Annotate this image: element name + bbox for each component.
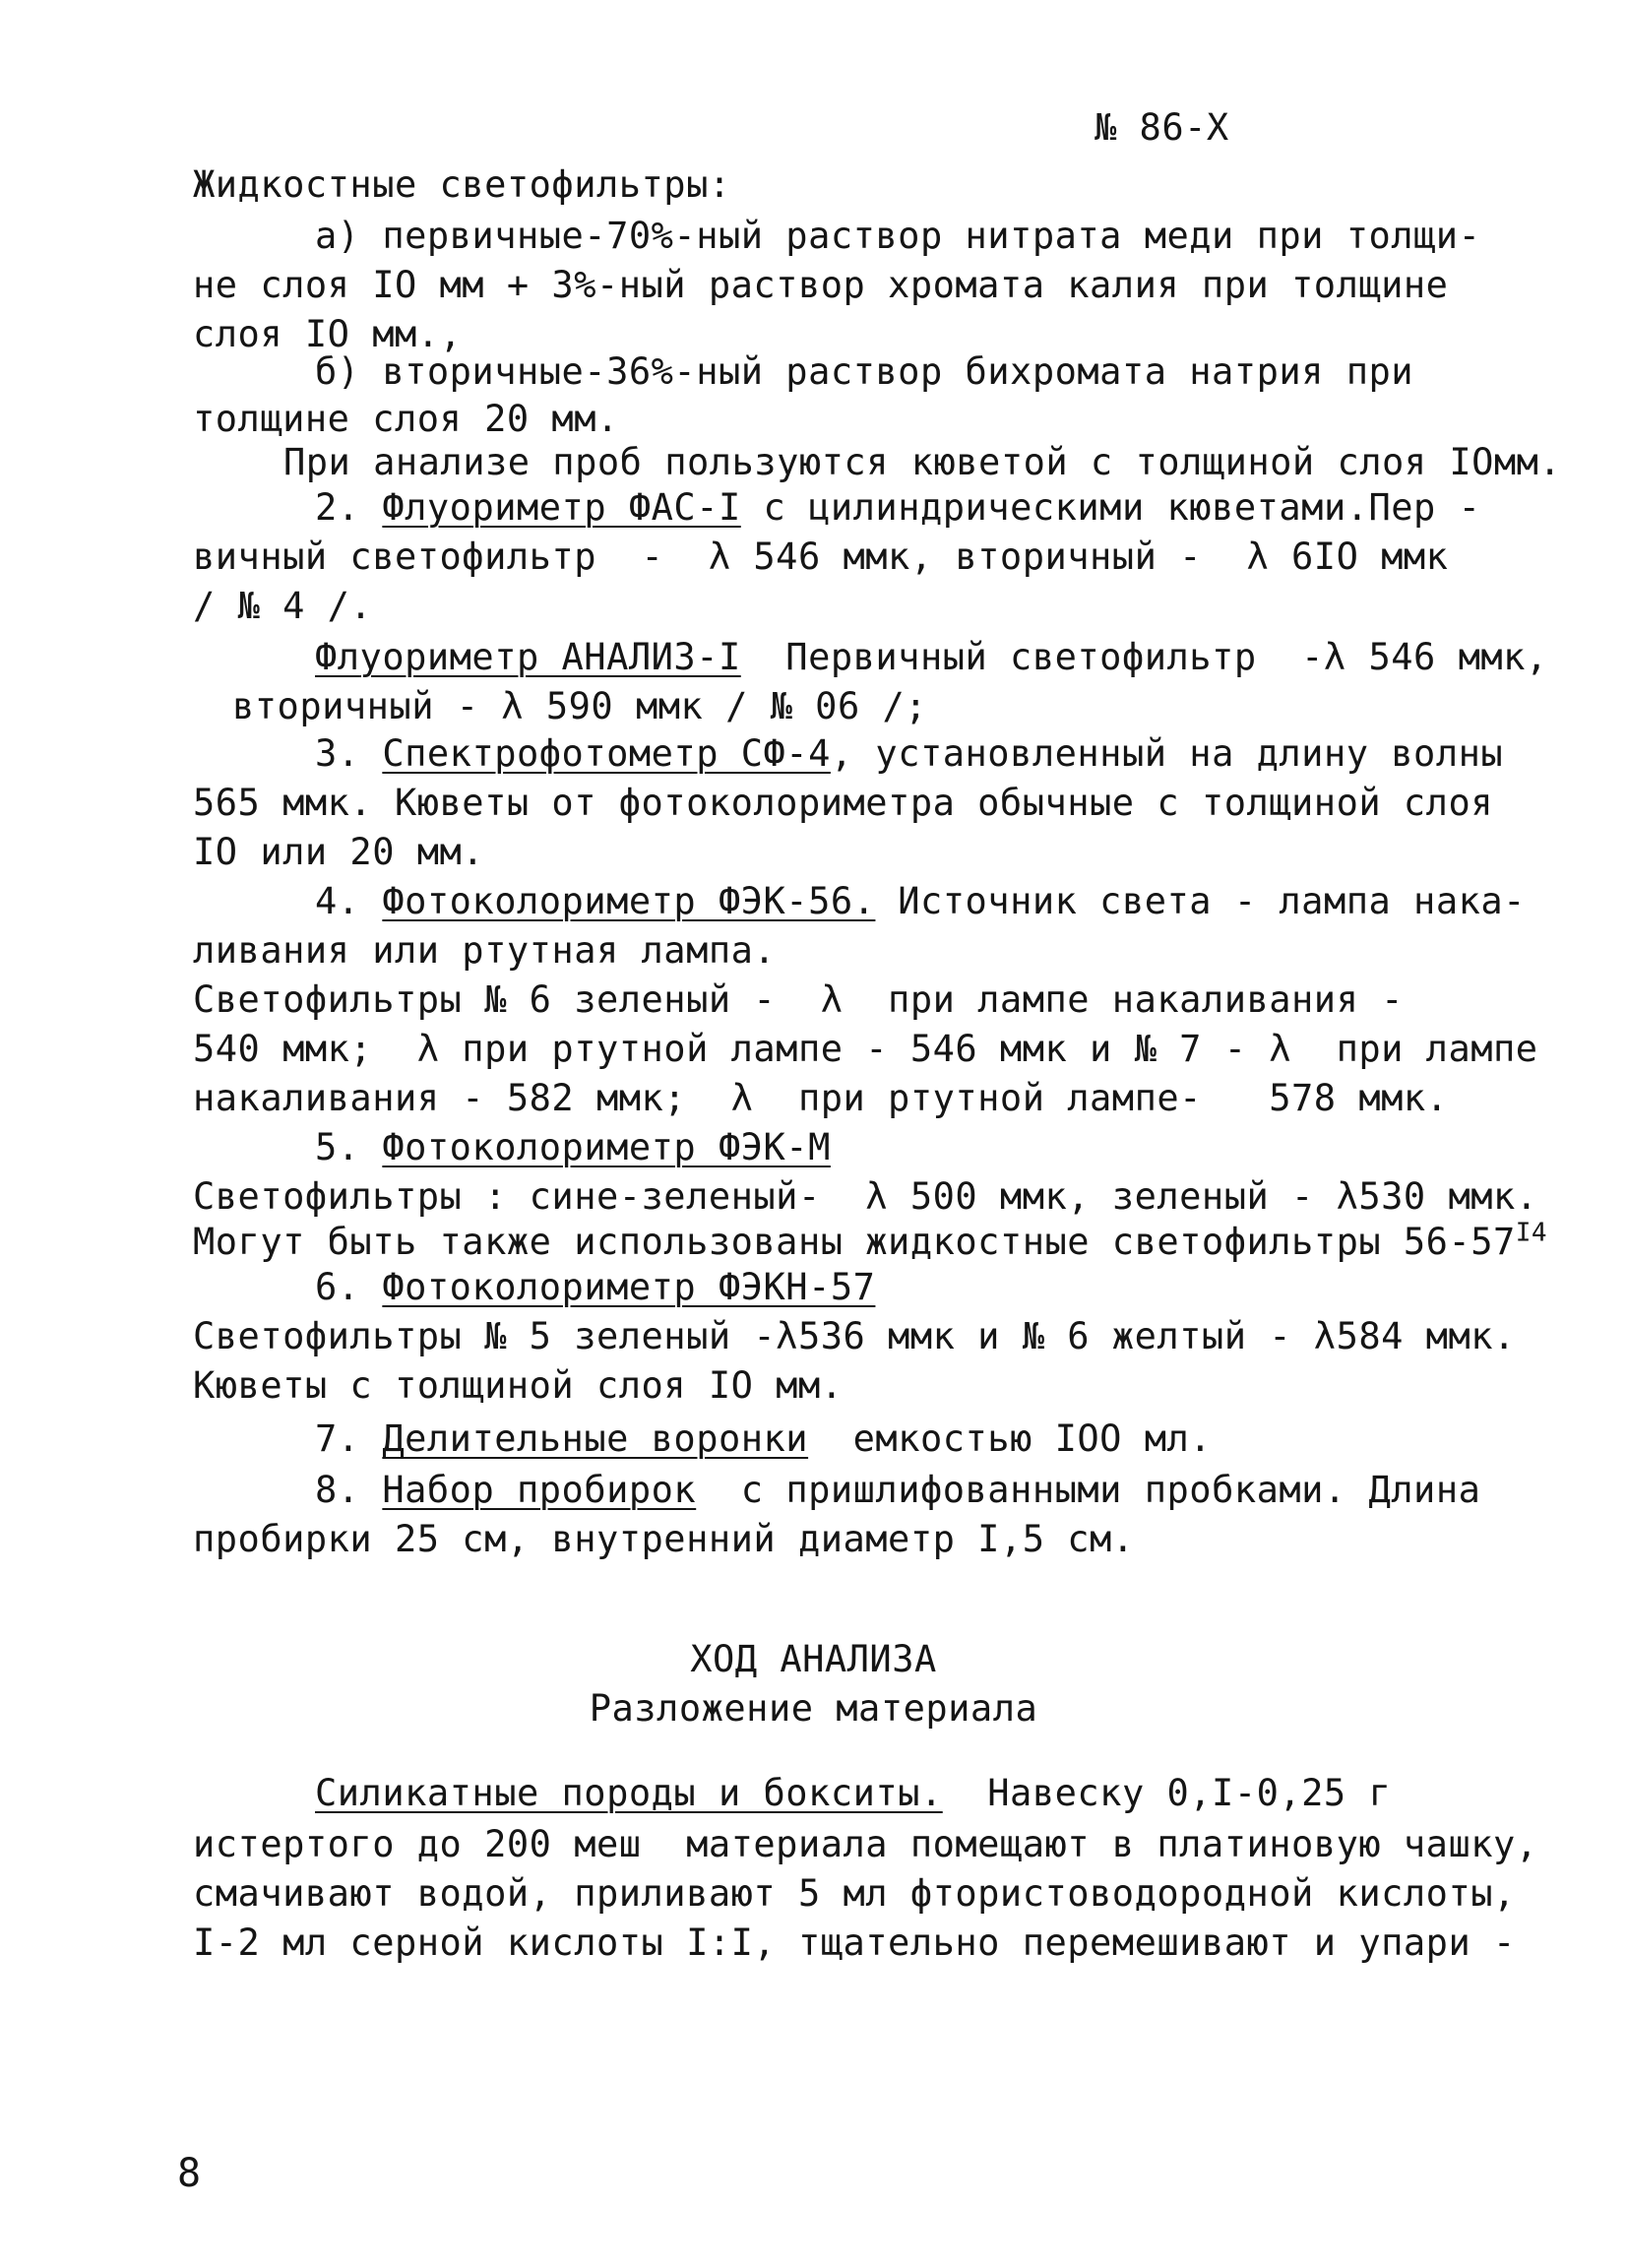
list-item-4 (315, 880, 1526, 923)
list-item-2 (315, 486, 1480, 530)
item-number: 8. (315, 1469, 360, 1511)
text-line: Светофильтры : сине-зеленый- λ 500 ммк, зеленый - λ530 ммк. (193, 1175, 1538, 1218)
item-text: Навеску 0,I-0,25 г (942, 1772, 1392, 1814)
text-line: толщине слоя 20 мм. (193, 398, 619, 440)
text-line: а) первичные-70%-ный раствор нитрата меди при толщи- (315, 215, 1481, 257)
text-line: / № 4 /. (193, 585, 373, 627)
instrument-name: Спектрофотометр СФ-4 (382, 732, 831, 775)
item-text: с цилиндрическими кюветами.Пер - (740, 486, 1481, 529)
item-text: емкостью IOO мл. (808, 1418, 1213, 1460)
text-line: истертого до 200 меш материала помещают в платиновую чашку, (193, 1823, 1538, 1865)
item-text: с пришлифованными пробками. Длина (696, 1469, 1481, 1511)
text-line: пробирки 25 см, внутренний диаметр I,5 см. (193, 1518, 1135, 1560)
text-line: вторичный - λ 590 ммк / № 06 /; (232, 685, 928, 727)
text-line: не слоя IO мм + 3%-ный раствор хромата калия при толщине (193, 264, 1449, 306)
footnote-marker: I4 (1515, 1218, 1548, 1248)
item-text: , установленный на длину волны (830, 732, 1504, 775)
document-number: № 86-Х (1095, 106, 1229, 149)
section-heading: ХОД АНАЛИЗА (690, 1638, 937, 1680)
list-item-5 (315, 1126, 831, 1169)
text-line: При анализе проб пользуются кюветой с толщиной слоя IOмм. (283, 441, 1562, 483)
list-item-8 (315, 1469, 1480, 1512)
text-line: Кюветы с толщиной слоя IO мм. (193, 1364, 844, 1407)
instrument-name: Делительные воронки (382, 1418, 809, 1460)
text-line: смачивают водой, приливают 5 мл фтористоводородной кислоты, (193, 1872, 1516, 1915)
text-line: 540 ммк; λ при ртутной лампе - 546 ммк и № 7 - λ при лампе (193, 1028, 1538, 1070)
item-number: 4. (315, 880, 360, 922)
list-item-7 (315, 1418, 1212, 1461)
instrument-name: Фотоколориметр ФЭКН-57 (382, 1266, 876, 1308)
text-line-footnote (193, 1218, 1548, 1264)
item-number: 2. (315, 486, 360, 529)
text-line: I-2 мл серной кислоты I:I, тщательно перемешивают и упари - (193, 1922, 1516, 1964)
item-text: Могут быть также использованы жидкостные светофильтры 56-57 (193, 1221, 1516, 1263)
instrument-name: Фотоколориметр ФЭК-56. (382, 880, 876, 922)
item-number: 7. (315, 1418, 360, 1460)
page-number: 8 (177, 2151, 202, 2196)
instrument-name: Флуориметр АНАЛИЗ-I (315, 636, 741, 678)
text-line: 565 ммк. Кюветы от фотоколориметра обычные с толщиной слоя (193, 782, 1494, 824)
section-subheading: Разложение материала (589, 1687, 1038, 1730)
item-text: Источник света - лампа нака- (875, 880, 1526, 922)
list-item-3 (315, 732, 1503, 776)
text-line: Светофильтры № 6 зеленый - λ при лампе накаливания - (193, 978, 1404, 1021)
instrument-line (315, 636, 1548, 679)
instrument-name: Флуориметр ФАС-I (382, 486, 741, 529)
list-item-6 (315, 1266, 875, 1309)
item-number: 6. (315, 1266, 360, 1308)
instrument-name: Набор пробирок (382, 1469, 697, 1511)
text-line: Светофильтры № 5 зеленый -λ536 ммк и № 6 желтый - λ584 ммк. (193, 1315, 1516, 1357)
item-text: Первичный светофильтр -λ 546 ммк, (740, 636, 1548, 678)
material-name: Силикатные породы и бокситы. (315, 1772, 943, 1814)
text-line: вичный светофильтр - λ 546 ммк, вторичный - λ 6IO ммк (193, 536, 1449, 578)
item-number: 3. (315, 732, 360, 775)
text-line: б) вторичные-36%-ный раствор бихромата натрия при (315, 350, 1414, 393)
text-line: накаливания - 582 ммк; λ при ртутной лампе- 578 ммк. (193, 1077, 1449, 1119)
text-line: Жидкостные светофильтры: (193, 163, 731, 206)
instrument-name: Фотоколориметр ФЭК-М (382, 1126, 831, 1168)
text-line: слоя IO мм., (193, 313, 463, 355)
paragraph-lead (315, 1772, 1391, 1815)
text-line: IO или 20 мм. (193, 831, 485, 873)
item-number: 5. (315, 1126, 360, 1168)
text-line: ливания или ртутная лампа. (193, 929, 777, 972)
